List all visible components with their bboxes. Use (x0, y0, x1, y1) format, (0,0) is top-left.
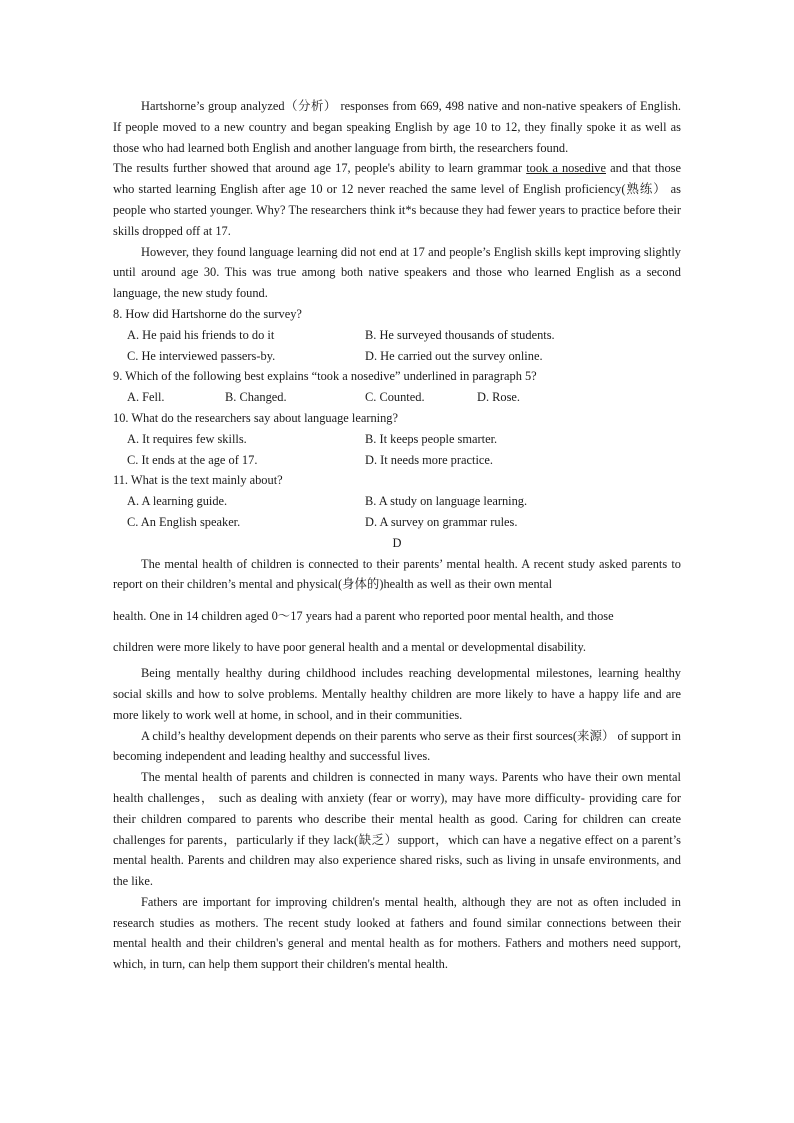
option-d: D. It needs more practice. (365, 452, 493, 467)
option-c: C. It ends at the age of 17. (127, 452, 258, 467)
question-stem: 10. What do the researchers say about language learning? (113, 410, 398, 425)
option-c: C. Counted. (365, 390, 425, 405)
option-b: B. Changed. (225, 390, 287, 405)
question-options (113, 387, 681, 408)
question-options (113, 325, 681, 367)
paragraph-line: children were more likely to have poor general health and a mental or developmental disability. (113, 640, 586, 655)
option-a: A. Fell. (127, 390, 165, 405)
option-b: B. A study on language learning. (365, 494, 528, 509)
section-heading: D (392, 535, 402, 550)
paragraph: The mental health of children is connected to their parents’ mental health. A recent study asked parents to report on their children’s mental and physical(身体的)health as well as their own mental (113, 556, 681, 592)
option-d: D. A survey on grammar rules. (365, 514, 518, 529)
paragraph: Being mentally healthy during childhood includes reaching developmental milestones, learning healthy social skills and how to solve problems. Mentally healthy children are more likely to have a happy life and are more likely to work well at home, in school, and in their communities. (113, 666, 681, 722)
paragraph: The mental health of parents and children is connected in many ways. Parents who have their own mental health challenges， such as dealing with anxiety (fear or worry), may have more difficulty- providing care for their children compared to parents who describe their mental health as good. Caring for children can create challenges for parents，particularly if they lack(缺乏）support，which can have a negative effect on a parent’s mental health. Parents and children may also experience shared risks, such as living in unsafe environments, and the like. (113, 770, 681, 889)
paragraph: Fathers are important for improving children's mental health, although they are not as often included in research studies as mothers. The recent study looked at fathers and found similar connections between their mental health and their children's general and mental health as for mothers. Fathers and mothers need support, which, in turn, can help them support their children's mental health. (113, 894, 681, 972)
paragraph: A child’s healthy development depends on their parents who serve as their first sources(来源） of support in becoming independent and leading healthy and successful lives. (113, 728, 681, 764)
option-a: A. It requires few skills. (127, 431, 247, 446)
option-c: C. He interviewed passers-by. (127, 348, 276, 363)
option-a: A. A learning guide. (127, 494, 228, 509)
option-d: D. Rose. (477, 390, 521, 405)
text-run: and that those who started learning English after age 10 or 12 never reached the same level of English proficiency(熟练） as people who started younger. Why? The researchers think it*s because they had fewer years to practice before their skills dropped off at 17. (113, 161, 681, 238)
option-b: B. It keeps people smarter. (365, 431, 498, 446)
paragraph-line: health. One in 14 children aged 0～17 years had a parent who reported poor mental health, and those (113, 609, 614, 624)
option-d: D. He carried out the survey online. (365, 348, 543, 363)
paragraph: Hartshorne’s group analyzed（分析） responses from 669, 498 native and non-native speakers of English. If people moved to a new country and began speaking English by age 10 to 12, they finally spoke it as well as those who had learned both English and another language from birth, the researchers found. (113, 99, 681, 155)
option-b: B. He surveyed thousands of students. (365, 327, 555, 342)
question-options (113, 491, 681, 533)
exam-page (113, 96, 681, 975)
paragraph: However, they found language learning did not end at 17 and people’s English skills kept improving slightly until around age 30. This was true among both native speakers and those who learned English as a second language, the new study found. (113, 244, 681, 301)
question-stem: 9. Which of the following best explains “took a nosedive” underlined in paragraph 5? (113, 369, 537, 384)
option-c: C. An English speaker. (127, 514, 241, 529)
question-options (113, 429, 681, 471)
option-a: A. He paid his friends to do it (127, 327, 275, 342)
text-run: The results further showed that around age 17, people's ability to learn grammar (113, 161, 527, 176)
question-stem: 11. What is the text mainly about? (113, 473, 283, 488)
paragraph (113, 158, 681, 241)
underlined-phrase: took a nosedive (526, 161, 607, 176)
question-stem: 8. How did Hartshorne do the survey? (113, 306, 302, 321)
